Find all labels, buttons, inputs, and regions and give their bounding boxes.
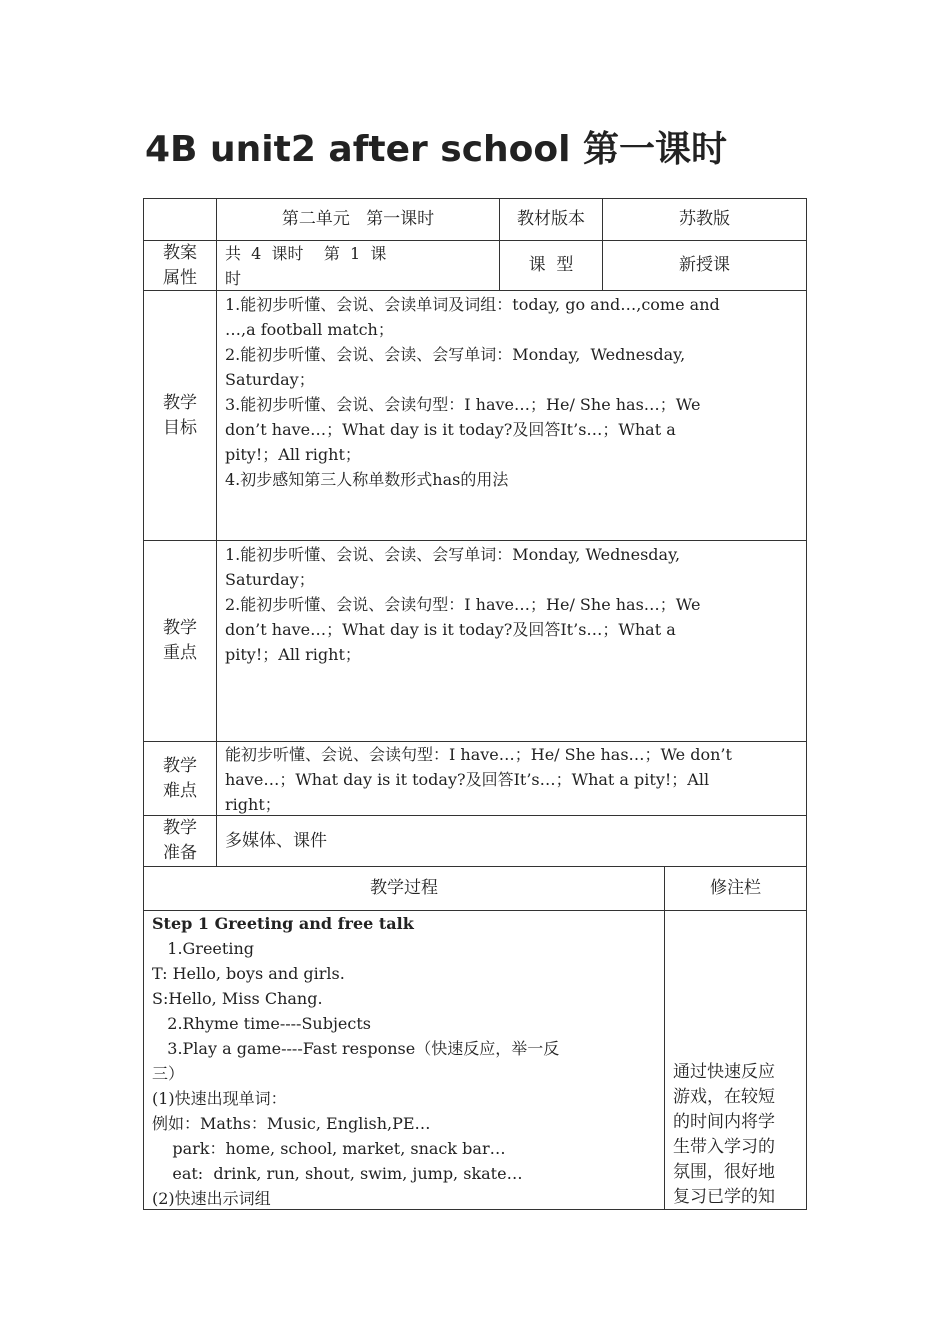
unit-lesson-cell — [217, 199, 499, 240]
lesson-count-line2: 时 — [225, 269, 242, 288]
preparation-content — [217, 816, 806, 866]
process-line: S:Hello, Miss Chang. — [152, 989, 323, 1008]
notes-line: 通过快速反应 — [673, 1062, 775, 1082]
objectives-line: Saturday； — [225, 370, 315, 389]
notes-line: 氛围，很好地 — [673, 1162, 775, 1182]
objectives-line: 3.能初步听懂、会说、会读句型：I have…；He/ She has…；We — [225, 395, 701, 414]
objectives-content — [217, 291, 806, 540]
key-points-line: 2.能初步听懂、会说、会读句型：I have…；He/ She has…；We — [225, 595, 701, 614]
table-border-right — [806, 198, 807, 1210]
difficulties-label-line1: 教学 — [163, 755, 197, 776]
key-points-label-line1: 教学 — [163, 618, 197, 638]
process-line: (2)快速出示词组 — [152, 1189, 271, 1208]
notes-line: 游戏，在较短 — [673, 1087, 775, 1107]
notes-label: 修注栏 — [710, 878, 761, 898]
difficulties-line: have…；What day is it today?及回答It’s…；What a pity!；All — [225, 770, 710, 789]
key-points-label-line2: 重点 — [163, 643, 197, 663]
objectives-line: …,a football match； — [225, 320, 394, 339]
textbook-value-cell — [603, 199, 806, 240]
key-points-line: 1.能初步听懂、会说、会读、会写单词：Monday, Wednesday, — [225, 545, 681, 564]
process-content — [144, 911, 664, 1209]
preparation-label-cell — [144, 816, 216, 866]
difficulties-label-line2: 难点 — [163, 780, 197, 801]
key-points-line: pity!；All right； — [225, 645, 361, 664]
process-line: 1.Greeting — [152, 939, 254, 958]
notes-line: 的时间内将学 — [673, 1112, 775, 1132]
process-line: park：home, school, market, snack bar… — [152, 1139, 506, 1158]
difficulties-line: right； — [225, 795, 281, 814]
unit-lesson-text: 第二单元 第一课时 — [281, 209, 435, 229]
type-label: 课 型 — [528, 255, 574, 275]
lesson-count-line1: 共 4 课时 第 1 课 — [225, 244, 387, 263]
preparation-label-line1: 教学 — [163, 818, 197, 838]
key-points-content — [217, 541, 806, 741]
objectives-label-cell — [144, 291, 216, 540]
process-line: 3.Play a game----Fast response（快速反应，举一反 — [152, 1039, 560, 1058]
lesson-count-cell — [217, 241, 499, 290]
difficulties-line: 能初步听懂、会说、会读句型：I have…；He/ She has…；We don’t — [225, 745, 732, 764]
objectives-line: don’t have…；What day is it today?及回答It’s…；What a — [225, 420, 676, 439]
process-header-cell — [144, 867, 664, 910]
objectives-label-line1: 教学 — [163, 392, 197, 413]
notes-header-cell — [665, 867, 806, 910]
objectives-line: 1.能初步听懂、会说、会读单词及词组：today, go and…,come and — [225, 295, 720, 314]
key-points-line: don’t have…；What day is it today?及回答It’s…；What a — [225, 620, 676, 639]
difficulties-label-cell — [144, 742, 216, 815]
objectives-line: pity!；All right； — [225, 445, 361, 464]
textbook-label-cell — [500, 199, 602, 240]
process-label: 教学过程 — [370, 878, 438, 898]
notes-line: 复习已学的知 — [673, 1187, 775, 1207]
objectives-label-line2: 目标 — [163, 417, 197, 438]
type-label-cell — [500, 241, 602, 290]
process-line: T: Hello, boys and girls. — [152, 964, 345, 983]
process-line: (1)快速出现单词： — [152, 1089, 287, 1108]
attr-label-line1: 教案 — [163, 243, 197, 263]
attr-label-cell — [144, 241, 216, 290]
objectives-line: 2.能初步听懂、会说、会读、会写单词：Monday, Wednesday, — [225, 345, 686, 364]
table-border-bottom — [143, 1209, 807, 1210]
textbook-value: 苏教版 — [679, 209, 730, 229]
type-value-cell — [603, 241, 806, 290]
key-points-label-cell — [144, 541, 216, 741]
key-points-line: Saturday； — [225, 570, 315, 589]
notes-content — [665, 911, 806, 1209]
step-title: Step 1 Greeting and free talk — [152, 914, 414, 933]
objectives-line: 4.初步感知第三人称单数形式has的用法 — [225, 470, 509, 489]
preparation-label-line2: 准备 — [163, 843, 197, 863]
process-line: 例如：Maths：Music, English,PE… — [152, 1114, 431, 1133]
process-line: 三） — [152, 1064, 185, 1083]
difficulties-content — [217, 742, 806, 815]
attr-label-line2: 属性 — [163, 268, 197, 288]
process-line: eat: drink, run, shout, swim, jump, skate… — [152, 1164, 523, 1183]
textbook-label: 教材版本 — [517, 209, 585, 229]
preparation-value: 多媒体、课件 — [225, 830, 327, 851]
process-line: 2.Rhyme time----Subjects — [152, 1014, 371, 1033]
notes-line: 生带入学习的 — [673, 1137, 775, 1157]
type-value: 新授课 — [679, 255, 730, 275]
page-title: 4B unit2 after school 第一课时 — [145, 129, 728, 170]
